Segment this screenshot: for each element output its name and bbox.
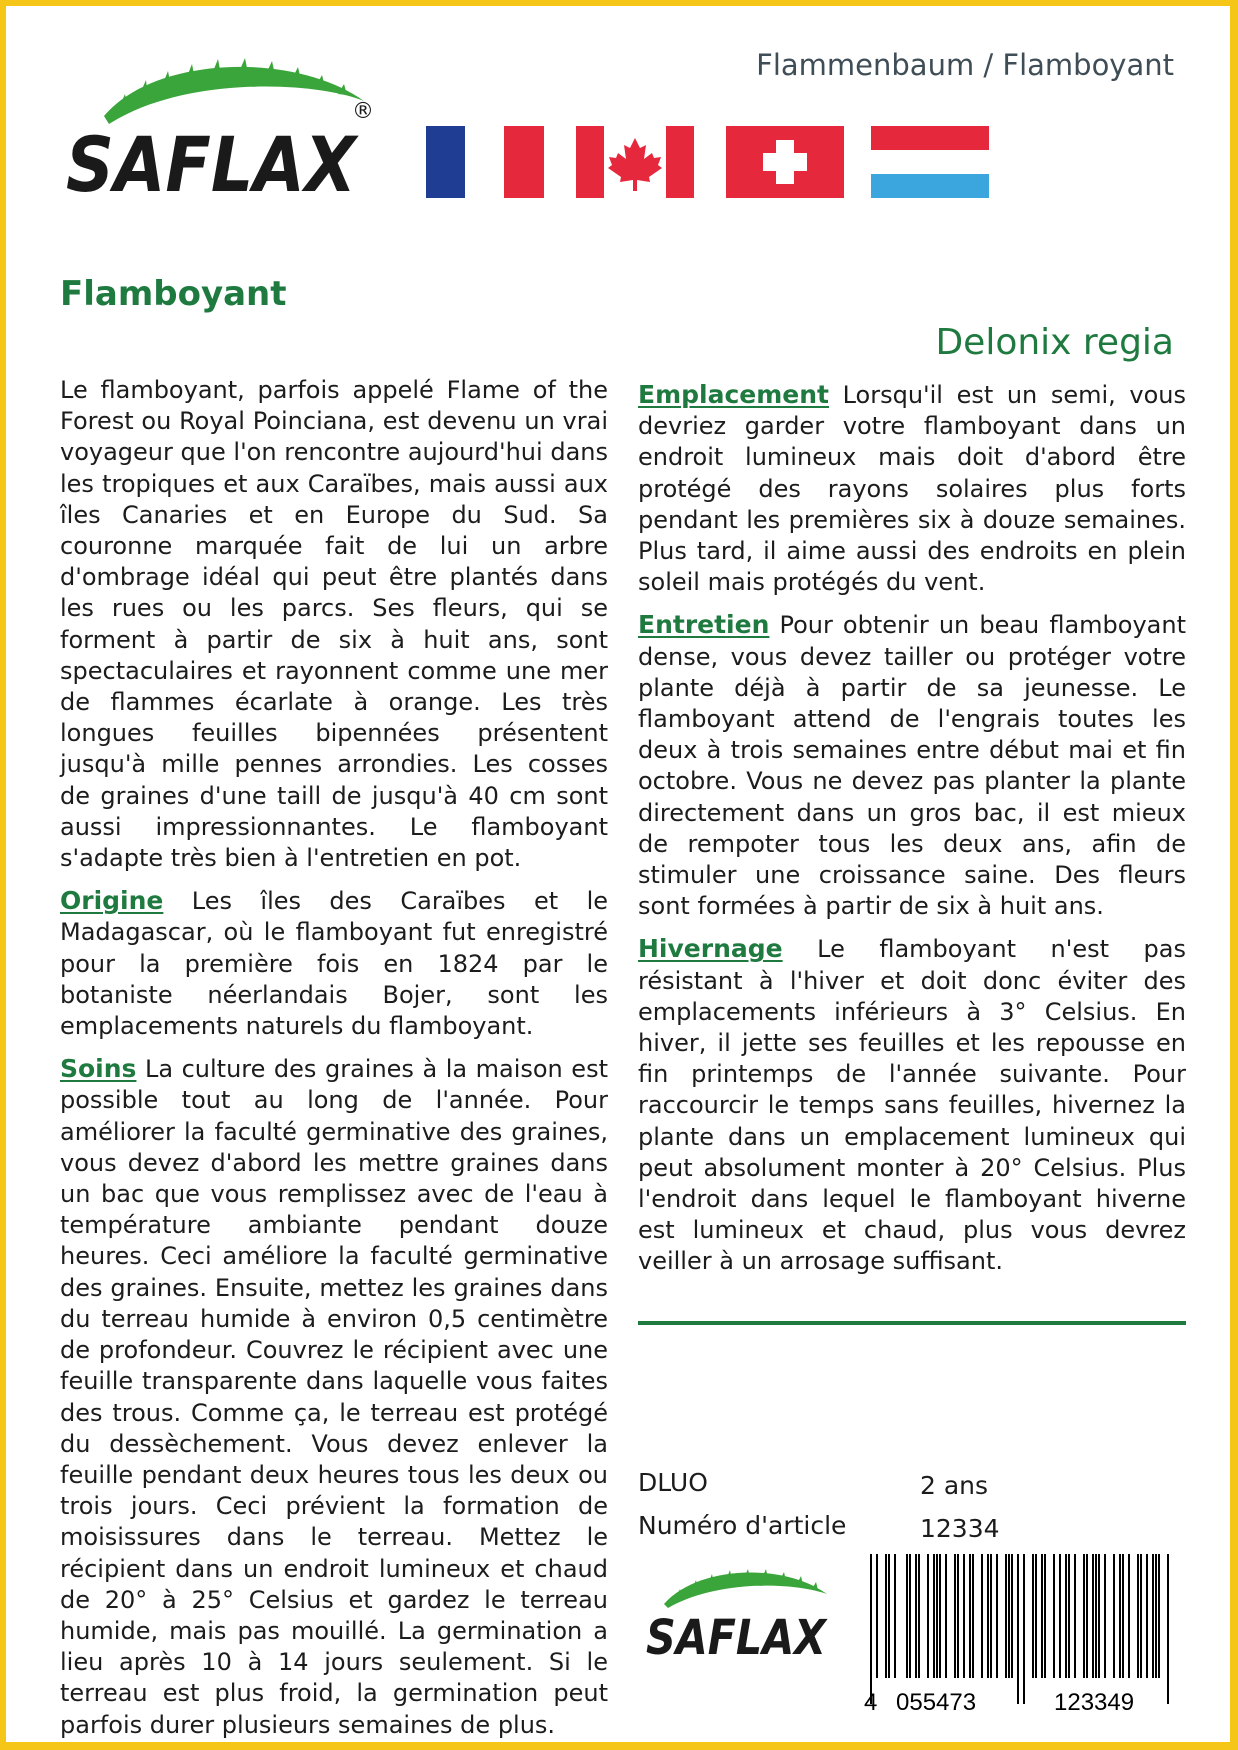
entretien-section (638, 609, 1186, 922)
emplacement-heading: Emplacement (638, 380, 829, 409)
soins-section (60, 1053, 608, 1740)
entretien-heading: Entretien (638, 610, 770, 640)
barcode-bar (885, 1554, 887, 1678)
barcode-bar (1128, 1554, 1130, 1678)
barcode-bar (996, 1554, 998, 1678)
barcode-bar (915, 1554, 917, 1678)
grass-swoosh-icon (104, 58, 364, 124)
barcode-group-1: 055473 (896, 1689, 977, 1716)
barcode-bar (1119, 1554, 1121, 1678)
barcode-bar (1059, 1554, 1061, 1678)
barcode-bar (1086, 1554, 1088, 1678)
registered-mark: ® (352, 99, 374, 124)
barcode-bar (981, 1554, 983, 1678)
barcode-bar (969, 1554, 971, 1678)
barcode-bar (1113, 1554, 1115, 1678)
barcode-bar (954, 1554, 956, 1678)
barcode-bar (1044, 1554, 1046, 1678)
right-column (638, 379, 1186, 1289)
brand-wordmark-small: SAFLAX (646, 1610, 828, 1666)
barcode-bar (927, 1554, 929, 1678)
barcode-bar (1140, 1554, 1142, 1678)
barcode-bar (963, 1554, 965, 1678)
barcode-bar (1098, 1554, 1100, 1678)
article-number-value: 12334 (920, 1514, 1000, 1543)
barcode-bar (1008, 1554, 1010, 1678)
luxembourg-flag-icon (871, 126, 989, 198)
barcode-bar (936, 1554, 938, 1678)
barcode-bar (1167, 1554, 1169, 1704)
left-column (60, 375, 608, 1742)
barcode-bar (939, 1554, 941, 1678)
barcode-bar (1005, 1554, 1007, 1678)
barcode-bar (1158, 1554, 1160, 1678)
dluo-value: 2 ans (920, 1471, 989, 1500)
ean-barcode (862, 1554, 1186, 1716)
barcode-prefix: 4 (864, 1689, 878, 1716)
origine-section (60, 885, 608, 1042)
plant-name: Flamboyant (60, 274, 287, 314)
barcode-bar (1035, 1554, 1037, 1678)
grass-swoosh-icon (664, 1569, 827, 1608)
barcode-bar (1011, 1554, 1013, 1678)
barcode-bar (909, 1554, 911, 1678)
barcode-group-2: 123349 (1054, 1689, 1135, 1716)
barcode-bar (972, 1554, 974, 1678)
barcode-bar (1083, 1554, 1085, 1678)
barcode-bar (933, 1554, 935, 1678)
section-divider (638, 1321, 1186, 1325)
origine-heading: Origine (60, 886, 164, 916)
barcode-bar (1146, 1554, 1148, 1678)
origine-text: Les îles des Caraïbes et le Madagascar, où le flamboyant fut enregistré pour la première fois en 1824 par le botaniste néerlandais Bojer, sont les emplacements naturels du flamboyant. (60, 887, 608, 1041)
barcode-bar (888, 1554, 890, 1678)
barcode-bar (1074, 1554, 1076, 1678)
article-number-label: Numéro d'article (638, 1511, 847, 1540)
barcode-bar (1032, 1554, 1034, 1678)
barcode-bar (894, 1554, 896, 1678)
barcode-bar (1155, 1554, 1157, 1678)
barcode-bar (1065, 1554, 1067, 1678)
switzerland-flag-icon (726, 126, 844, 198)
emplacement-text: Lorsqu'il est un semi, vous devriez garder votre flamboyant dans un endroit lumineux mais doit d'abord être protégé des rayons solaires plus forts pendant les premières six à douze semaines. Plus tard, il aime aussi des endroits en plein soleil mais protégés du vent. (638, 381, 1186, 597)
soins-heading: Soins (60, 1054, 137, 1084)
barcode-bar (1092, 1554, 1094, 1678)
entretien-text: Pour obtenir un beau flamboyant dense, vous devez tailler ou protéger votre plante déjà à partir de sa jeunesse. Le flamboyant attend de l'engrais toutes les deux à trois semaines entre début mai et fin octobre. Vous ne devez pas planter la plante directement dans un gros bac, il est mieux de rempoter tous les deux ans, afin de stimuler une croissance saine. Des fleurs sont formées à partir de six à huit ans. (638, 611, 1186, 921)
barcode-bar (1104, 1554, 1106, 1678)
barcode-bar (945, 1554, 947, 1678)
barcode-bar (918, 1554, 920, 1678)
barcode-bar (1095, 1554, 1097, 1678)
intro-paragraph: Le flamboyant, parfois appelé Flame of the Forest ou Royal Poinciana, est devenu un vrai voyageur que l'on rencontre aujourd'hui dans les tropiques et aux Caraïbes, mais aussi aux îles Canaries et en Europe du Sud. Sa couronne marquée fait de lui un arbre d'ombrage idéal qui peut être plantés dans les rues ou les parcs. Ses fleurs, qui se forment à partir de six à huit ans, sont spectaculaires et rayonnent comme une mer de flammes écarlate à orange. Les très longues feuilles bipennées présentent jusqu'à mille pennes arrondies. Les cosses de graines d'une taill de jusqu'à 40 cm sont aussi impressionnantes. Le flamboyant s'adapte très bien à l'entretien en pot. (60, 376, 608, 873)
barcode-bar (1122, 1554, 1124, 1678)
dluo-label: DLUO (638, 1468, 708, 1497)
hivernage-text: Le flamboyant n'est pas résistant à l'hiver et doit donc éviter des emplacements inférieurs à 3° Celsius. En hiver, il jette ses feuilles et les repousse en fin printemps de l'année suivante. Pour raccourcir le temps sans feuilles, hivernez la plante dans un emplacement lumineux qui peut absolument monter à 20° Celsius. Plus l'endroit dans lequel le flamboyant hiverne est lumineux et chaud, plus vous devrez veiller à un arrosage suffisant. (638, 935, 1186, 1276)
barcode-bar (1041, 1554, 1043, 1678)
barcode-bar (870, 1554, 872, 1704)
barcode-bar (957, 1554, 959, 1678)
soins-text: La culture des graines à la maison est possible tout au long de l'année. Pour améliorer la faculté germinative des graines, vous devez d'abord les mettre graines dans un bac que vous remplissez avec de l'eau à température ambiante pendant douze heures. Ceci améliore la faculté germinative des graines. Ensuite, mettez les graines dans du terreau humide à environ 0,5 centimètre de profondeur. Couvrez le récipient avec une feuille transparente dans laquelle vous faites des trous. Comme ça, le terreau est protégé du dessèchement. Vous devez enlever la feuille pendant deux heures tous les deux ou trois jours. Ceci prévient la formation de moisissures dans le terreau. Mettez le récipient dans un endroit lumineux et chaud de 20° à 25° Celsius et gardez le terreau humide, mais pas mouillé. La germination a lieu après 10 à 14 jours seulement. Si le terreau est plus froid, la germination peut parfois durer plusieurs semaines de plus. (60, 1055, 608, 1739)
barcode-bar (1017, 1554, 1019, 1704)
barcode-bar (1053, 1554, 1055, 1678)
saflax-logo (64, 46, 424, 216)
barcode-bar (1068, 1554, 1070, 1678)
seed-packet-back (6, 6, 1230, 1742)
canada-flag-icon (576, 126, 694, 198)
hivernage-section (638, 933, 1186, 1277)
saflax-logo-small (642, 1558, 862, 1668)
barcode-bar (987, 1554, 989, 1678)
emplacement-section (638, 379, 1186, 598)
hivernage-heading: Hivernage (638, 934, 783, 964)
barcode-bar (906, 1554, 908, 1678)
barcode-bar (1152, 1554, 1154, 1678)
header-title: Flammenbaum / Flamboyant (756, 48, 1174, 82)
brand-wordmark: SAFLAX (66, 120, 359, 209)
barcode-bar (990, 1554, 992, 1678)
barcode-bar (1137, 1554, 1139, 1678)
latin-name: Delonix regia (935, 322, 1174, 363)
france-flag-icon (426, 126, 544, 198)
barcode-bar (1023, 1554, 1025, 1704)
